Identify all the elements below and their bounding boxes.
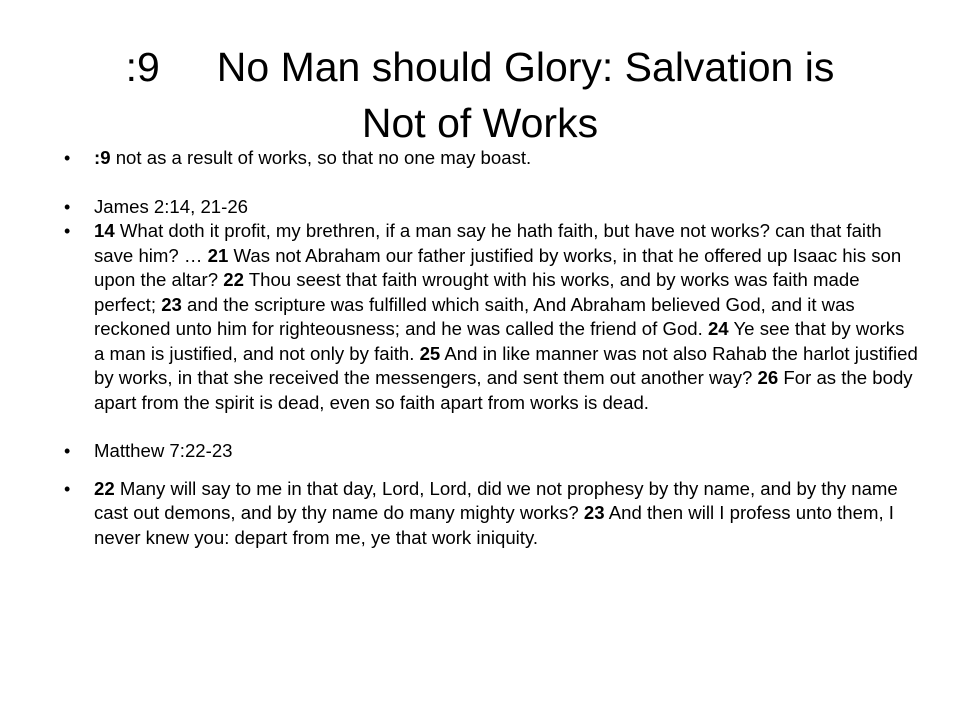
bullet-reference-james <box>48 195 918 220</box>
bullet-matthew-passage <box>48 477 918 551</box>
verse-number: :9 <box>94 147 111 168</box>
bullet-verse-9 <box>48 146 918 171</box>
verse-number: 24 <box>707 318 729 339</box>
verse-number: 14 <box>94 220 115 241</box>
bullet-list <box>48 146 918 550</box>
verse-text: and the scripture was fulfilled which saith, And Abraham believed God, and it was reckoned unto him for righteousness; and he was called the friend of God. <box>94 293 855 339</box>
verse-text: not as a result of works, so that no one may boast. <box>110 147 532 168</box>
verse-text: What doth it profit, my brethren, if a man say he hath faith, but have not works? can that faith save him? … <box>94 220 882 266</box>
verse-number: 26 <box>757 367 779 388</box>
verse-number: 22 <box>94 477 115 499</box>
verse-number: 23 <box>583 502 605 523</box>
verse-text: Was not Abraham our father justified by works, in that he offered up Isaac his son upon the altar? <box>94 244 902 290</box>
verse-number: 21 <box>207 244 229 266</box>
verse-text: For as the body apart from the spirit is dead, even so faith apart from works is dead. <box>94 367 913 413</box>
verse-number: 22 <box>223 269 244 290</box>
bullet-james-passage <box>48 219 918 415</box>
title-line-1: :9 No Man should Glory: Salvation is <box>125 44 835 91</box>
verse-text: Thou seest that faith wrought with his works, and by works was faith made perfect; <box>94 269 860 315</box>
verse-text: Many will say to me in that day, Lord, Lord, did we not prophesy by thy name, and by thy name cast out demons, and by thy name do many mighty works? <box>94 477 898 523</box>
verse-number: 23 <box>161 293 182 315</box>
verse-number: 25 <box>419 342 441 364</box>
verse-text: And then will I profess unto them, I never knew you: depart from me, ye that work iniquity. <box>94 502 894 548</box>
verse-text: Ye see that by works a man is justified, and not only by faith. <box>94 318 905 364</box>
reference-text: Matthew 7:22-23 <box>94 440 233 461</box>
slide-title <box>40 39 920 151</box>
title-line-2: Not of Works <box>361 100 599 147</box>
reference-text: James 2:14, 21-26 <box>94 195 249 217</box>
bullet-reference-matthew <box>48 439 918 464</box>
verse-text: And in like manner was not also Rahab the harlot justified by works, in that she received the messengers, and sent them out another way? <box>94 342 918 388</box>
